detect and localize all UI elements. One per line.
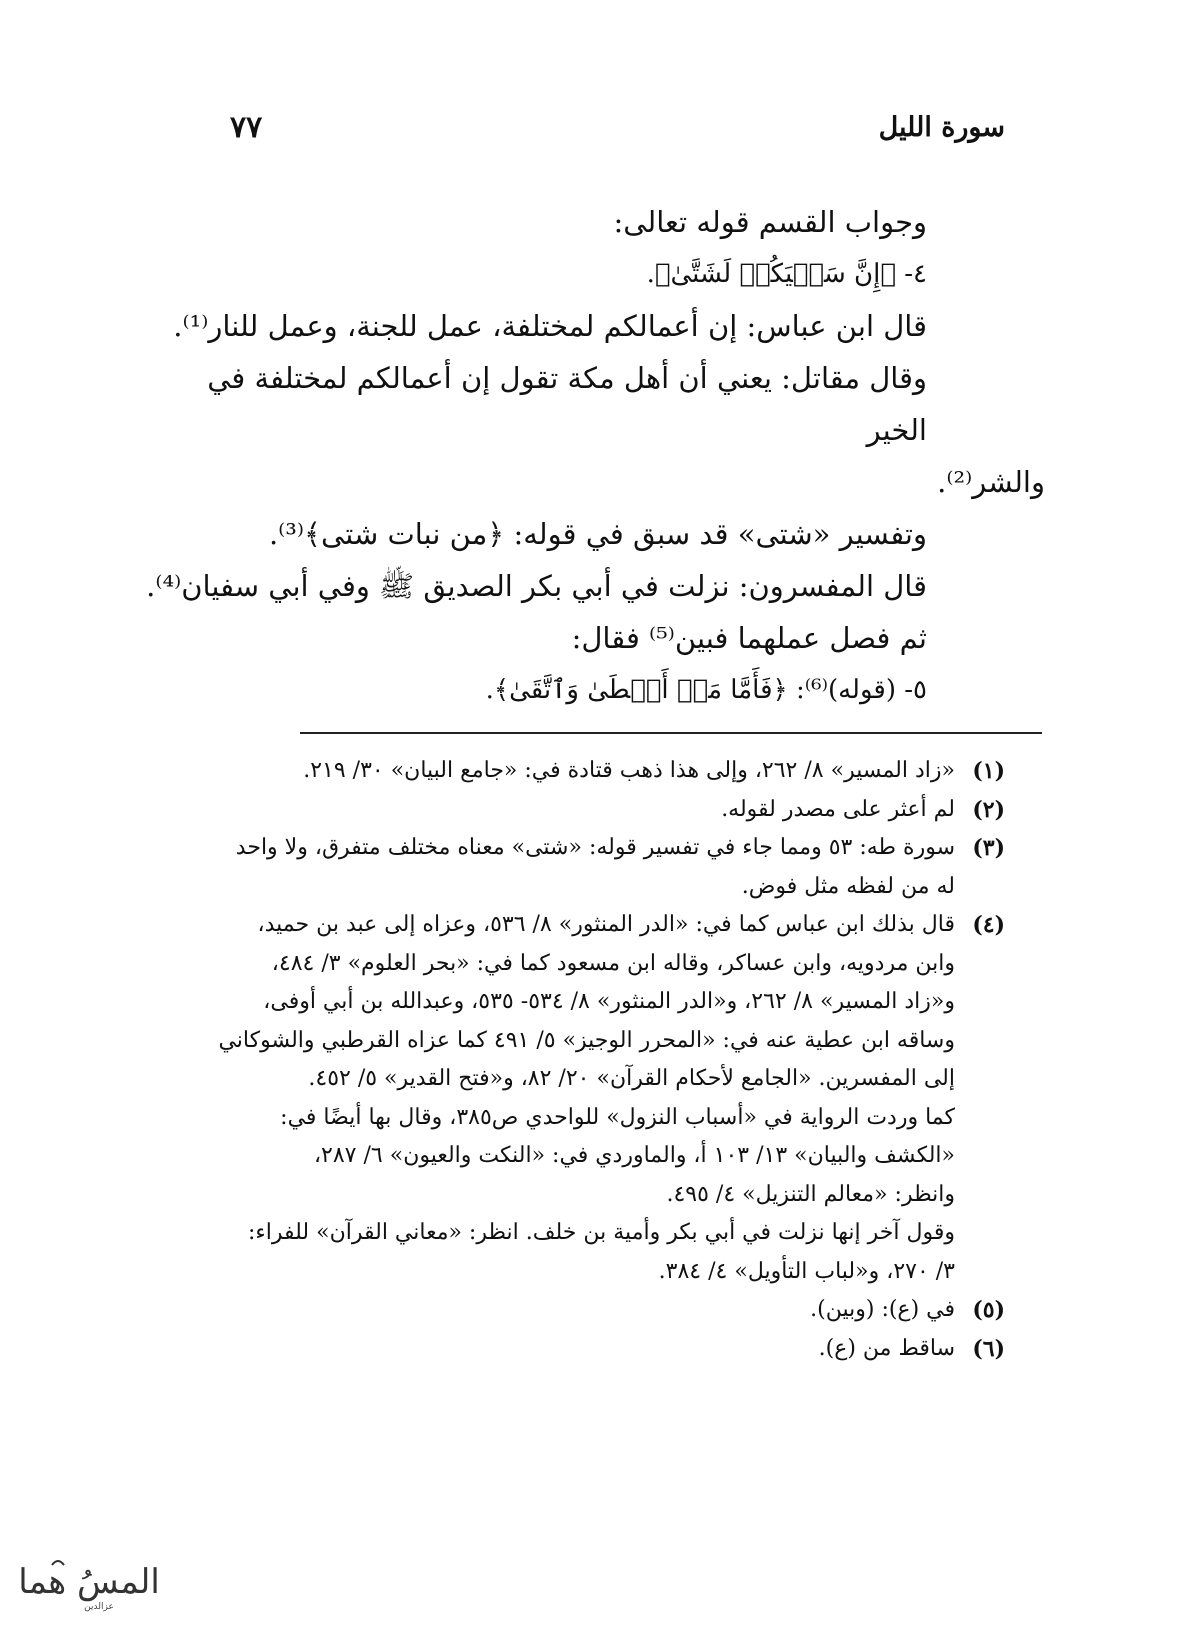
- footnote-line: له من لفظه مثل فوض.: [741, 873, 955, 899]
- watermark-main-text: المسُ هما: [18, 1562, 160, 1602]
- footnote-number: (٤): [972, 912, 1005, 938]
- footnote-line: وقول آخر إنها نزلت في أبي بكر وأمية بن خلف. انظر: «معاني القرآن» للفراء:: [248, 1220, 955, 1245]
- quran-verse-5: ٥- (قوله)⁽⁶⁾: ﴿فَأَمَّا مَنۡ أَعۡطَىٰ وَٱتَّقَىٰ﴾.: [485, 675, 927, 705]
- footnote-line: وابن مردويه، وابن عساكر، وقاله ابن مسعود كما في: «بحر العلوم» ٣/ ٤٨٤،: [271, 950, 955, 976]
- body-line: ثم فصل عملهما فبين⁽⁵⁾ فقال:: [571, 621, 927, 655]
- footnote-divider: [300, 732, 1042, 734]
- footnote-line: وساقه ابن عطية عنه في: «المحرر الوجيز» ٥/ ٤٩١ كما عزاه القرطبي والشوكاني: [218, 1027, 955, 1053]
- main-text: [140, 196, 1045, 716]
- running-header: [140, 112, 1005, 162]
- body-line: قال ابن عباس: إن أعمالكم لمختلفة، عمل للجنة، وعمل للنار⁽¹⁾.: [173, 309, 927, 343]
- watermark-sub-text: عزالدين: [84, 1602, 114, 1612]
- footnote: [140, 906, 1005, 1291]
- footnote-number: (٦): [972, 1335, 1005, 1362]
- footnote-number: (١): [972, 758, 1005, 784]
- footnote: [140, 791, 1005, 830]
- publisher-watermark-logo: [14, 1555, 164, 1615]
- footnote: [140, 752, 1005, 791]
- footnote-number: (٢): [972, 796, 1005, 823]
- footnote-line: كما وردت الرواية في «أسباب النزول» للواحدي ص٣٨٥، وقال بها أيضًا في:: [280, 1104, 955, 1130]
- body-line: وجواب القسم قوله تعالى:: [613, 205, 927, 239]
- body-line: وقال مقاتل: يعني أن أهل مكة تقول إن أعمالكم لمختلفة في الخير: [207, 361, 927, 447]
- footnote-line: قال بذلك ابن عباس كما في: «الدر المنثور» ٨/ ٥٣٦، وعزاه إلى عبد بن حميد،: [257, 912, 955, 937]
- footnote-number: (٥): [972, 1297, 1005, 1323]
- surah-title: سورة الليل: [878, 112, 1005, 143]
- footnote-line: ٣/ ٢٧٠، و«لباب التأويل» ٤/ ٣٨٤.: [658, 1258, 955, 1284]
- body-line-continuation: والشر⁽²⁾.: [937, 465, 1045, 499]
- body-line: قال المفسرون: نزلت في أبي بكر الصديق ﷺ وفي أبي سفيان⁽⁴⁾.: [146, 569, 927, 603]
- footnote-line: لم أعثر على مصدر لقوله.: [721, 796, 955, 822]
- footnote-line: و«زاد المسير» ٨/ ٢٦٢، و«الدر المنثور» ٨/ ٥٣٤- ٥٣٥، وعبدالله بن أبي أوفى،: [263, 989, 955, 1014]
- footnote-line: وانظر: «معالم التنزيل» ٤/ ٤٩٥.: [666, 1181, 955, 1207]
- footnote-line: «الكشف والبيان» ١٣/ ١٠٣ أ، والماوردي في: «النكت والعيون» ٦/ ٢٨٧،: [313, 1143, 955, 1168]
- page-number: ٧٧: [230, 110, 263, 145]
- quran-verse-4: ٤- ﴿إِنَّ سَعۡيَكُمۡ لَشَتَّىٰ﴾.: [646, 259, 927, 289]
- footnote-line: «زاد المسير» ٨/ ٢٦٢، وإلى هذا ذهب قتادة في: «جامع البيان» ٣٠/ ٢١٩.: [303, 758, 955, 783]
- footnote-line: في (ع): (وبين).: [810, 1297, 955, 1322]
- footnote-line: ساقط من (ع).: [818, 1335, 955, 1361]
- footnotes: [140, 752, 1005, 1368]
- footnote-line: سورة طه: ٥٣ ومما جاء في تفسير قوله: «شتى» معناه مختلف متفرق، ولا واحد: [235, 835, 955, 860]
- footnote-line: إلى المفسرين. «الجامع لأحكام القرآن» ٢٠/ ٨٢، و«فتح القدير» ٥/ ٤٥٢.: [308, 1066, 955, 1091]
- footnote: [140, 1330, 1005, 1369]
- footnote: [140, 1291, 1005, 1330]
- footnote: [140, 829, 1005, 906]
- footnote-number: (٣): [972, 835, 1005, 861]
- body-line: وتفسير «شتى» قد سبق في قوله: ﴿من نبات شتى﴾⁽³⁾.: [268, 517, 927, 551]
